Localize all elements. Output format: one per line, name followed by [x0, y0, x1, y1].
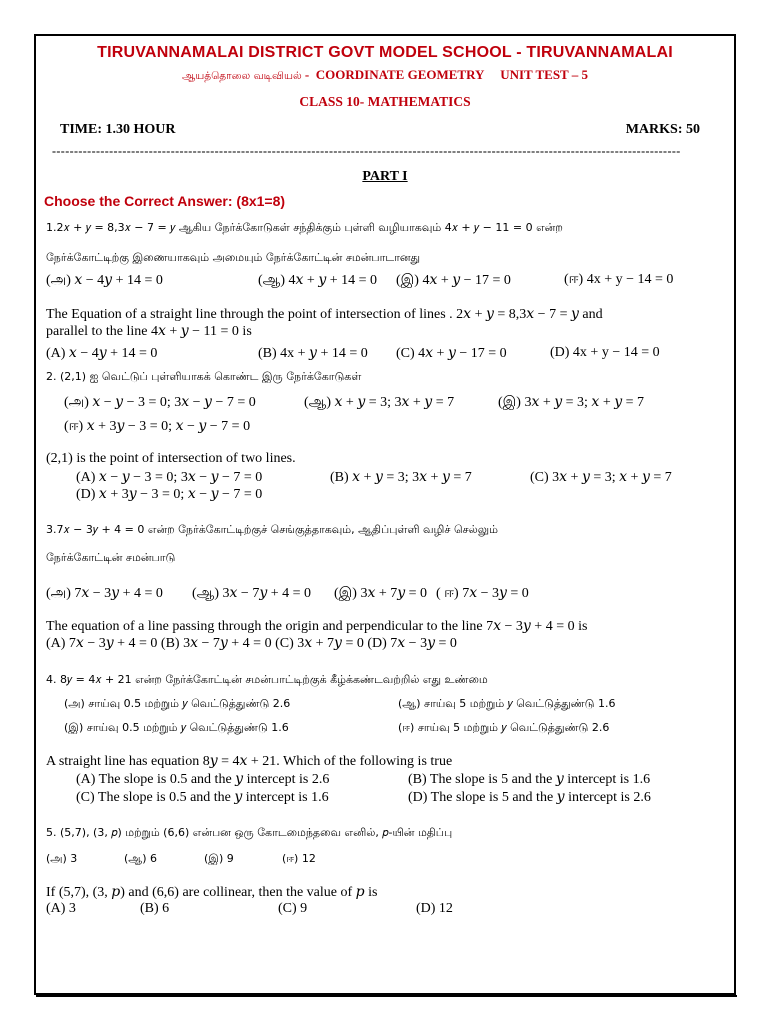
q2-english-option-c: (C) 3𝑥 + 𝑦 = 3; 𝑥 + 𝑦 = 7 — [530, 470, 672, 485]
q5-tamil-option-b: (ஆ) 6 — [124, 852, 157, 865]
q4-tamil-option-d: (ஈ) சாய்வு 5 மற்றும் 𝑦 வெட்டுத்துண்டு 2.6 — [398, 721, 610, 734]
q2-tamil-option-d: (ஈ) 𝑥 + 3𝑦 − 3 = 0; 𝑥 − 𝑦 − 7 = 0 — [64, 419, 251, 434]
q5-english-option-c: (C) 9 — [278, 901, 308, 916]
q4-tamil-option-c: (இ) சாய்வு 0.5 மற்றும் 𝑦 வெட்டுத்துண்டு 1.6 — [64, 721, 289, 734]
q5-english-option-d: (D) 12 — [416, 901, 453, 916]
q1-tamil-option-c: (இ) 4𝑥 + 𝑦 − 17 = 0 — [396, 273, 511, 288]
q4-english-stem: A straight line has equation 8𝑦 = 4𝑥 + 21. Which of the following is true — [46, 754, 453, 769]
q1-tamil-option-d: (ஈ) 4x + y − 14 = 0 — [564, 272, 674, 287]
separator-line: ----------------------------------------------------------------------------------------------------------------------------------------------- — [52, 144, 681, 158]
q1-english-stem-2: parallel to the line 4𝑥 + 𝑦 − 11 = 0 is — [46, 324, 252, 339]
q1-english-stem: The Equation of a straight line through the point of intersection of lines . 2𝑥 + 𝑦 = 8,3𝑥 − 7 = 𝑦 and — [46, 307, 603, 322]
q4-tamil-option-b: (ஆ) சாய்வு 5 மற்றும் 𝑦 வெட்டுத்துண்டு 1.6 — [398, 697, 616, 710]
q1-english-option-d: (D) 4x + y − 14 = 0 — [550, 345, 660, 360]
q4-english-option-d: (D) The slope is 5 and the 𝑦 intercept is 2.6 — [408, 790, 651, 805]
q2-tamil-option-b: (ஆ) 𝑥 + 𝑦 = 3; 3𝑥 + 𝑦 = 7 — [304, 395, 455, 410]
q2-english-stem: (2,1) is the point of intersection of two lines. — [46, 451, 296, 466]
q2-tamil-option-c: (இ) 3𝑥 + 𝑦 = 3; 𝑥 + 𝑦 = 7 — [498, 395, 645, 410]
q1-tamil-option-b: (ஆ) 4𝑥 + 𝑦 + 14 = 0 — [258, 273, 378, 288]
school-title: TIRUVANNAMALAI DISTRICT GOVT MODEL SCHOOL - TIRUVANNAMALAI — [97, 44, 673, 61]
q3-tamil-option-a: (அ) 7𝑥 − 3𝑦 + 4 = 0 — [46, 586, 163, 601]
marks-label: MARKS: 50 — [625, 122, 700, 137]
q2-english-option-b: (B) 𝑥 + 𝑦 = 3; 3𝑥 + 𝑦 = 7 — [330, 470, 472, 485]
instruction: Choose the Correct Answer: (8x1=8) — [44, 193, 286, 209]
part-heading: PART I — [362, 169, 408, 184]
q3-tamil-option-b: (ஆ) 3𝑥 − 7𝑦 + 4 = 0 — [192, 586, 312, 601]
q2-tamil-option-a: (அ) 𝑥 − 𝑦 − 3 = 0; 3𝑥 − 𝑦 − 7 = 0 — [64, 395, 256, 410]
q5-tamil-stem: 5. (5,7), (3, 𝑝) மற்றும் (6,6) என்பன ஒரு கோடமைந்தவை எனில், 𝑝-யின் மதிப்பு — [46, 826, 453, 839]
q3-english-options: (A) 7𝑥 − 3𝑦 + 4 = 0 (B) 3𝑥 − 7𝑦 + 4 = 0 (C) 3𝑥 + 7𝑦 = 0 (D) 7𝑥 − 3𝑦 = 0 — [46, 636, 457, 651]
q1-english-option-c: (C) 4𝑥 + 𝑦 − 17 = 0 — [396, 346, 507, 361]
class-line: CLASS 10- MATHEMATICS — [299, 94, 471, 109]
unit-subtitle — [36, 67, 734, 83]
time-label: TIME: 1.30 HOUR — [60, 122, 176, 137]
q1-tamil-stem-2: நேர்க்கோட்டிற்கு இணையாகவும் அமையும் நேர்க்கோட்டின் சமன்பாடானது — [46, 251, 421, 264]
q4-tamil-option-a: (அ) சாய்வு 0.5 மற்றும் 𝑦 வெட்டுத்துண்டு 2.6 — [64, 697, 291, 710]
q3-tamil-stem: 3.7𝑥 − 3𝑦 + 4 = 0 என்ற நேர்க்கோட்டிற்குச் செங்குத்தாகவும், ஆதிப்புள்ளி வழிச் செல்லும் — [46, 523, 498, 536]
q1-english-option-b: (B) 4x + 𝑦 + 14 = 0 — [258, 346, 368, 361]
q1-english-option-a: (A) 𝑥 − 4𝑦 + 14 = 0 — [46, 346, 158, 361]
q5-english-stem: If (5,7), (3, 𝑝) and (6,6) are collinear, then the value of 𝑝 is — [46, 885, 378, 900]
q4-english-option-b: (B) The slope is 5 and the 𝑦 intercept is 1.6 — [408, 772, 651, 787]
q2-tamil-stem: 2. (2,1) ஐ வெட்டுப் புள்ளியாகக் கொண்ட இரு நேர்க்கோடுகள் — [46, 370, 362, 383]
q2-english-option-d: (D) 𝑥 + 3𝑦 − 3 = 0; 𝑥 − 𝑦 − 7 = 0 — [76, 487, 263, 502]
q5-english-option-b: (B) 6 — [140, 901, 170, 916]
q4-english-option-a: (A) The slope is 0.5 and the 𝑦 intercept is 2.6 — [76, 772, 330, 787]
q3-tamil-stem-2: நேர்க்கோட்டின் சமன்பாடு — [46, 551, 176, 564]
q5-tamil-option-a: (அ) 3 — [46, 852, 78, 865]
q2-english-option-a: (A) 𝑥 − 𝑦 − 3 = 0; 3𝑥 − 𝑦 − 7 = 0 — [76, 470, 263, 485]
q5-english-option-a: (A) 3 — [46, 901, 76, 916]
q3-tamil-option-c: (இ) 3𝑥 + 7𝑦 = 0 — [334, 586, 428, 601]
q4-tamil-stem: 4. 8𝑦 = 4𝑥 + 21 என்ற நேர்க்கோட்டின் சமன்பாட்டிற்குக் கீழ்க்கண்டவற்றில் எது உண்மை — [46, 673, 488, 686]
subject-english: - COORDINATE GEOMETRY UNIT TEST – 5 — [304, 67, 588, 82]
q5-tamil-option-d: (ஈ) 12 — [282, 852, 316, 865]
q5-tamil-option-c: (இ) 9 — [204, 852, 234, 865]
subject-tamil: ஆயத்தொலை வடிவியல் — [181, 70, 302, 82]
exam-paper — [34, 34, 736, 995]
q3-english-stem: The equation of a line passing through the origin and perpendicular to the line 7𝑥 − 3𝑦 + 4 = 0 is — [46, 619, 588, 634]
q1-tamil-option-a: (அ) 𝑥 − 4𝑦 + 14 = 0 — [46, 273, 163, 288]
q3-tamil-option-d: ( ஈ) 7𝑥 − 3𝑦 = 0 — [436, 586, 529, 601]
q4-english-option-c: (C) The slope is 0.5 and the 𝑦 intercept is 1.6 — [76, 790, 329, 805]
q1-tamil-stem: 1.2𝑥 + 𝑦 = 8,3𝑥 − 7 = 𝑦 ஆகிய நேர்க்கோடுகள் சந்திக்கும் புள்ளி வழியாகவும் 4𝑥 + 𝑦 − 11 = 0 என்ற — [46, 221, 563, 234]
